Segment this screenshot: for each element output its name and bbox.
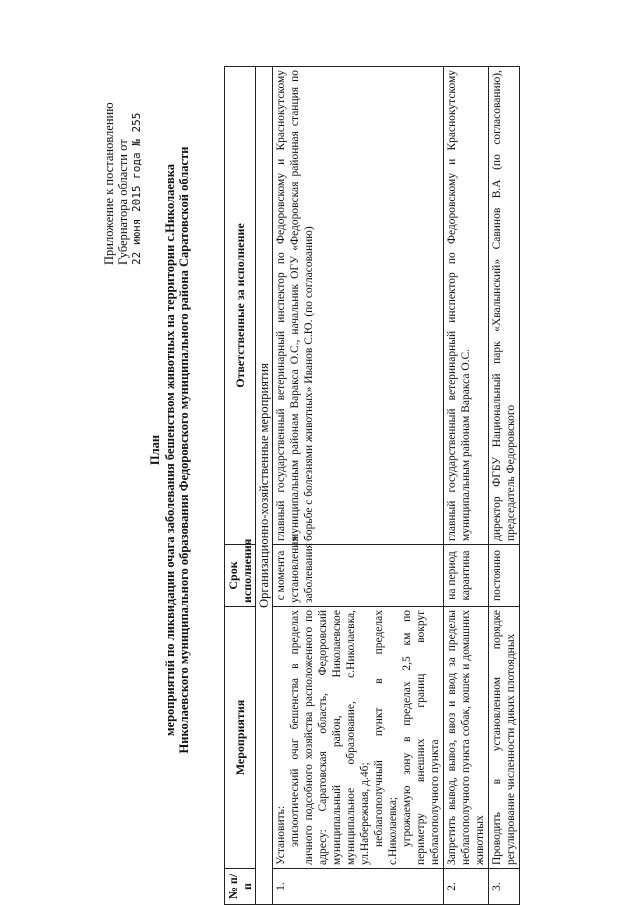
table-row [273,67,444,905]
table-row [489,67,520,905]
action-line: эпизоотический очаг бешенства в пределах личного подсобного хозяйства расположенного по адресу: Саратовская область, Федоровский муниципальный район, Николаевское муниципальное образование, с.Николаевка, ул.Набережная, д.4б; [289,610,371,865]
appendix-note [102,45,144,265]
action-line: Проводить в установленном порядке регулирование численности диких плотоядных [491,610,517,865]
section-title: Организационно-хозяйственные мероприятия [256,67,273,905]
header-responsible: Ответственные за исполнение [225,67,256,545]
action-line: Запретить вывод, вывоз, ввоз и ввод за пределы неблагополучного пункта собак, кошек и домашних животных [446,610,486,865]
action-line: неблагополучный пункт в пределах с.Николаевка; [373,610,399,865]
row-num: 1. [273,869,444,905]
plan-table [224,66,520,905]
header-action: Мероприятия [225,607,256,869]
row-responsible: главный государственный ветеринарный инспектор по Федоровскому и Краснокутскому муниципальным районам Варакса О.С. [444,67,489,545]
table-row [444,67,489,905]
row-responsible: главный государственный ветеринарный инспектор по Федоровскому и Краснокутскому муниципальным районам Варакса О.С., начальник ОГУ «Федоровская районная станция по борьбе с болезнями животных» Иванов С.Ю. (по согласованию) [273,67,444,545]
row-num: 3. [489,869,520,905]
row-responsible: директор ФГБУ Национальный парк «Хвалынский» Савинов В.А (по согласованию), председатель Федоровского [489,67,520,545]
document-title [148,35,192,865]
action-line: Установить: [275,805,287,865]
title-line-3: Николаевского муниципального образования Федоровского муниципального района Саратовской области [177,146,191,754]
row-action [489,607,520,869]
section-row [256,67,273,905]
appendix-line-2: Губернатора области от [116,139,130,265]
title-line-2: мероприятий по ликвидации очага заболевания бешенством животных на территории с.Николаевка [162,164,177,736]
appendix-line-3: 22 июня 2015 года № 255 [130,112,143,265]
appendix-line-1: Приложение к постановлению [102,102,116,265]
row-term: на период карантина [444,545,489,607]
row-num: 2. [444,869,489,905]
row-term: с момента установления заболевания [273,545,444,607]
header-term: Срок исполнения [225,545,256,607]
header-num: № п/п [225,869,256,905]
row-term: постоянно [489,545,520,607]
action-line: угрожаемую зону в пределах 2,5 км по периметру внешних границ вокруг неблагополучного пункта [401,610,441,865]
row-action [444,607,489,869]
table-header-row [225,67,256,905]
title-line-1: План [148,434,162,466]
row-action [273,607,444,869]
